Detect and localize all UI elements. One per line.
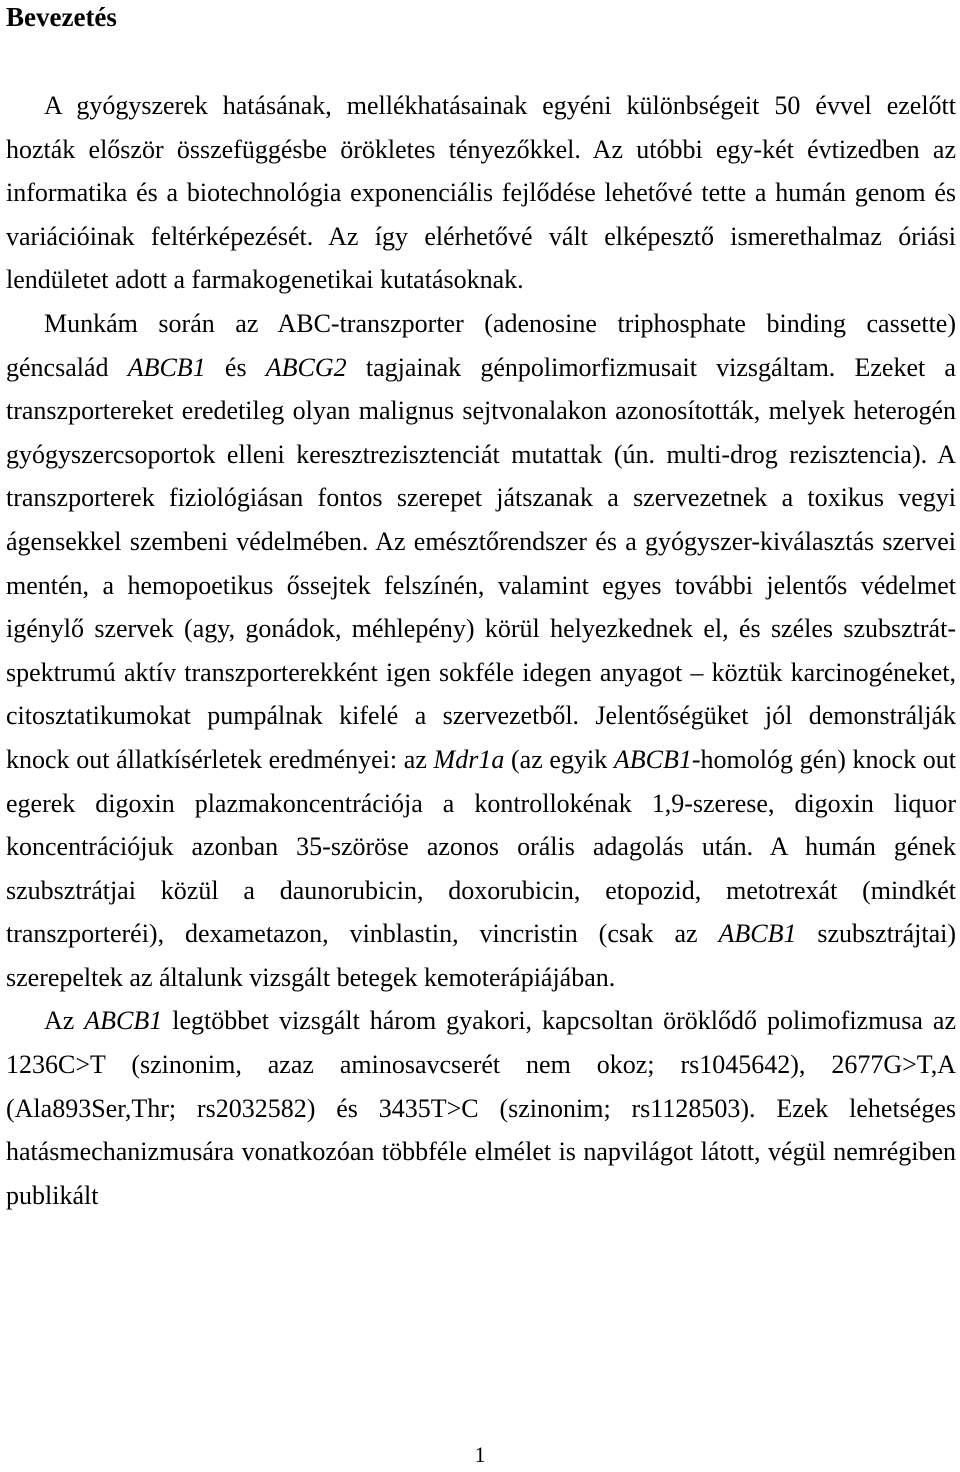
paragraph-1 <box>6 84 956 302</box>
text-segment: Az <box>44 1006 85 1036</box>
text-segment: legtöbbet vizsgált három gyakori, kapcsoltan öröklődő polimofizmusa az 1236C>T (szinonim, azaz aminosavcserét nem okoz; rs1045642), 2677G>T,A (Ala893Ser,Thr; rs2032582) és 3435T>C (szinonim; rs1128503). Ezek lehetséges hatásmechanizmusára vonatkozóan többféle elmélet is napvilágot látott, végül nemrégiben publikált <box>6 1006 956 1210</box>
section-heading: Bevezetés <box>6 2 117 32</box>
gene-name-italic: ABCB1 <box>718 919 797 949</box>
gene-name-italic: ABCG2 <box>265 352 347 382</box>
gene-name-italic: Mdr1a <box>433 744 505 774</box>
gene-name-italic: ABCB1 <box>127 352 206 382</box>
page-number: 1 <box>474 1442 486 1467</box>
text-segment: és <box>205 352 266 382</box>
text-segment: A gyógyszerek hatásának, mellékhatásainak egyéni különbségeit 50 évvel ezelőtt hozták először összefüggésbe örökletes tényezőkkel. Az utóbbi egy-két évtizedben az informatika és a biotechnológia exponenciális fejlődése lehetővé tette a humán genom és variációinak feltérképezését. Az így elérhetővé vált elképesztő ismerethalmaz óriási lendületet adott a farmakogenetikai kutatásoknak. <box>6 91 956 295</box>
document-page <box>6 0 956 1217</box>
gene-name-italic: ABCB1 <box>613 744 692 774</box>
text-segment: tagjainak génpolimorfizmusait vizsgáltam. Ezeket a transzportereket eredetileg olyan malignus sejtvonalakon azonosították, melyek heterogén gyógyszercsoportok elleni keresztrezisztenciát mutattak (ún. multi-drog rezisztencia). A transzporterek fiziológiásan fontos szerepet játszanak a szervezetnek a toxikus vegyi ágensekkel szembeni védelmében. Az emésztőrendszer és a gyógyszer-kiválasztás szervei mentén, a hemopoetikus őssejtek felszínén, valamint egyes további jelentős védelmet igénylő szervek (agy, gonádok, méhlepény) körül helyezkednek el, és széles szubsztrátspektrumú aktív transzporterekként igen sokféle idegen anyagot – köztük karcinogéneket, citosztatikumokat pumpálnak kifelé a szervezetből. Jelentőségüket jól demonstrálják knock out állatkísérletek eredményei: az <box>6 352 956 774</box>
text-segment: -homológ gén) knock out egerek digoxin plazmakoncentrációja a kontrollokénak 1,9-szerese, digoxin liquor koncentrációjuk azonban 35-szöröse azonos orális adagolás után. A humán gének szubsztrátjai közül a daunorubicin, doxorubicin, etopozid, metotrexát (mindkét transzporteréi), dexametazon, vinblastin, vincristin (csak az <box>6 744 956 949</box>
text-segment: szubsztrájtai) szerepeltek az általunk vizsgált betegek kemoterápiájában. <box>6 919 956 992</box>
text-segment: (az egyik <box>504 744 614 774</box>
gene-name-italic: ABCB1 <box>84 1006 163 1036</box>
paragraph-2 <box>6 302 956 1000</box>
text-segment: Munkám során az ABC-transzporter (adenosine triphosphate binding cassette) géncsalád <box>6 308 956 382</box>
paragraph-3 <box>6 999 956 1217</box>
